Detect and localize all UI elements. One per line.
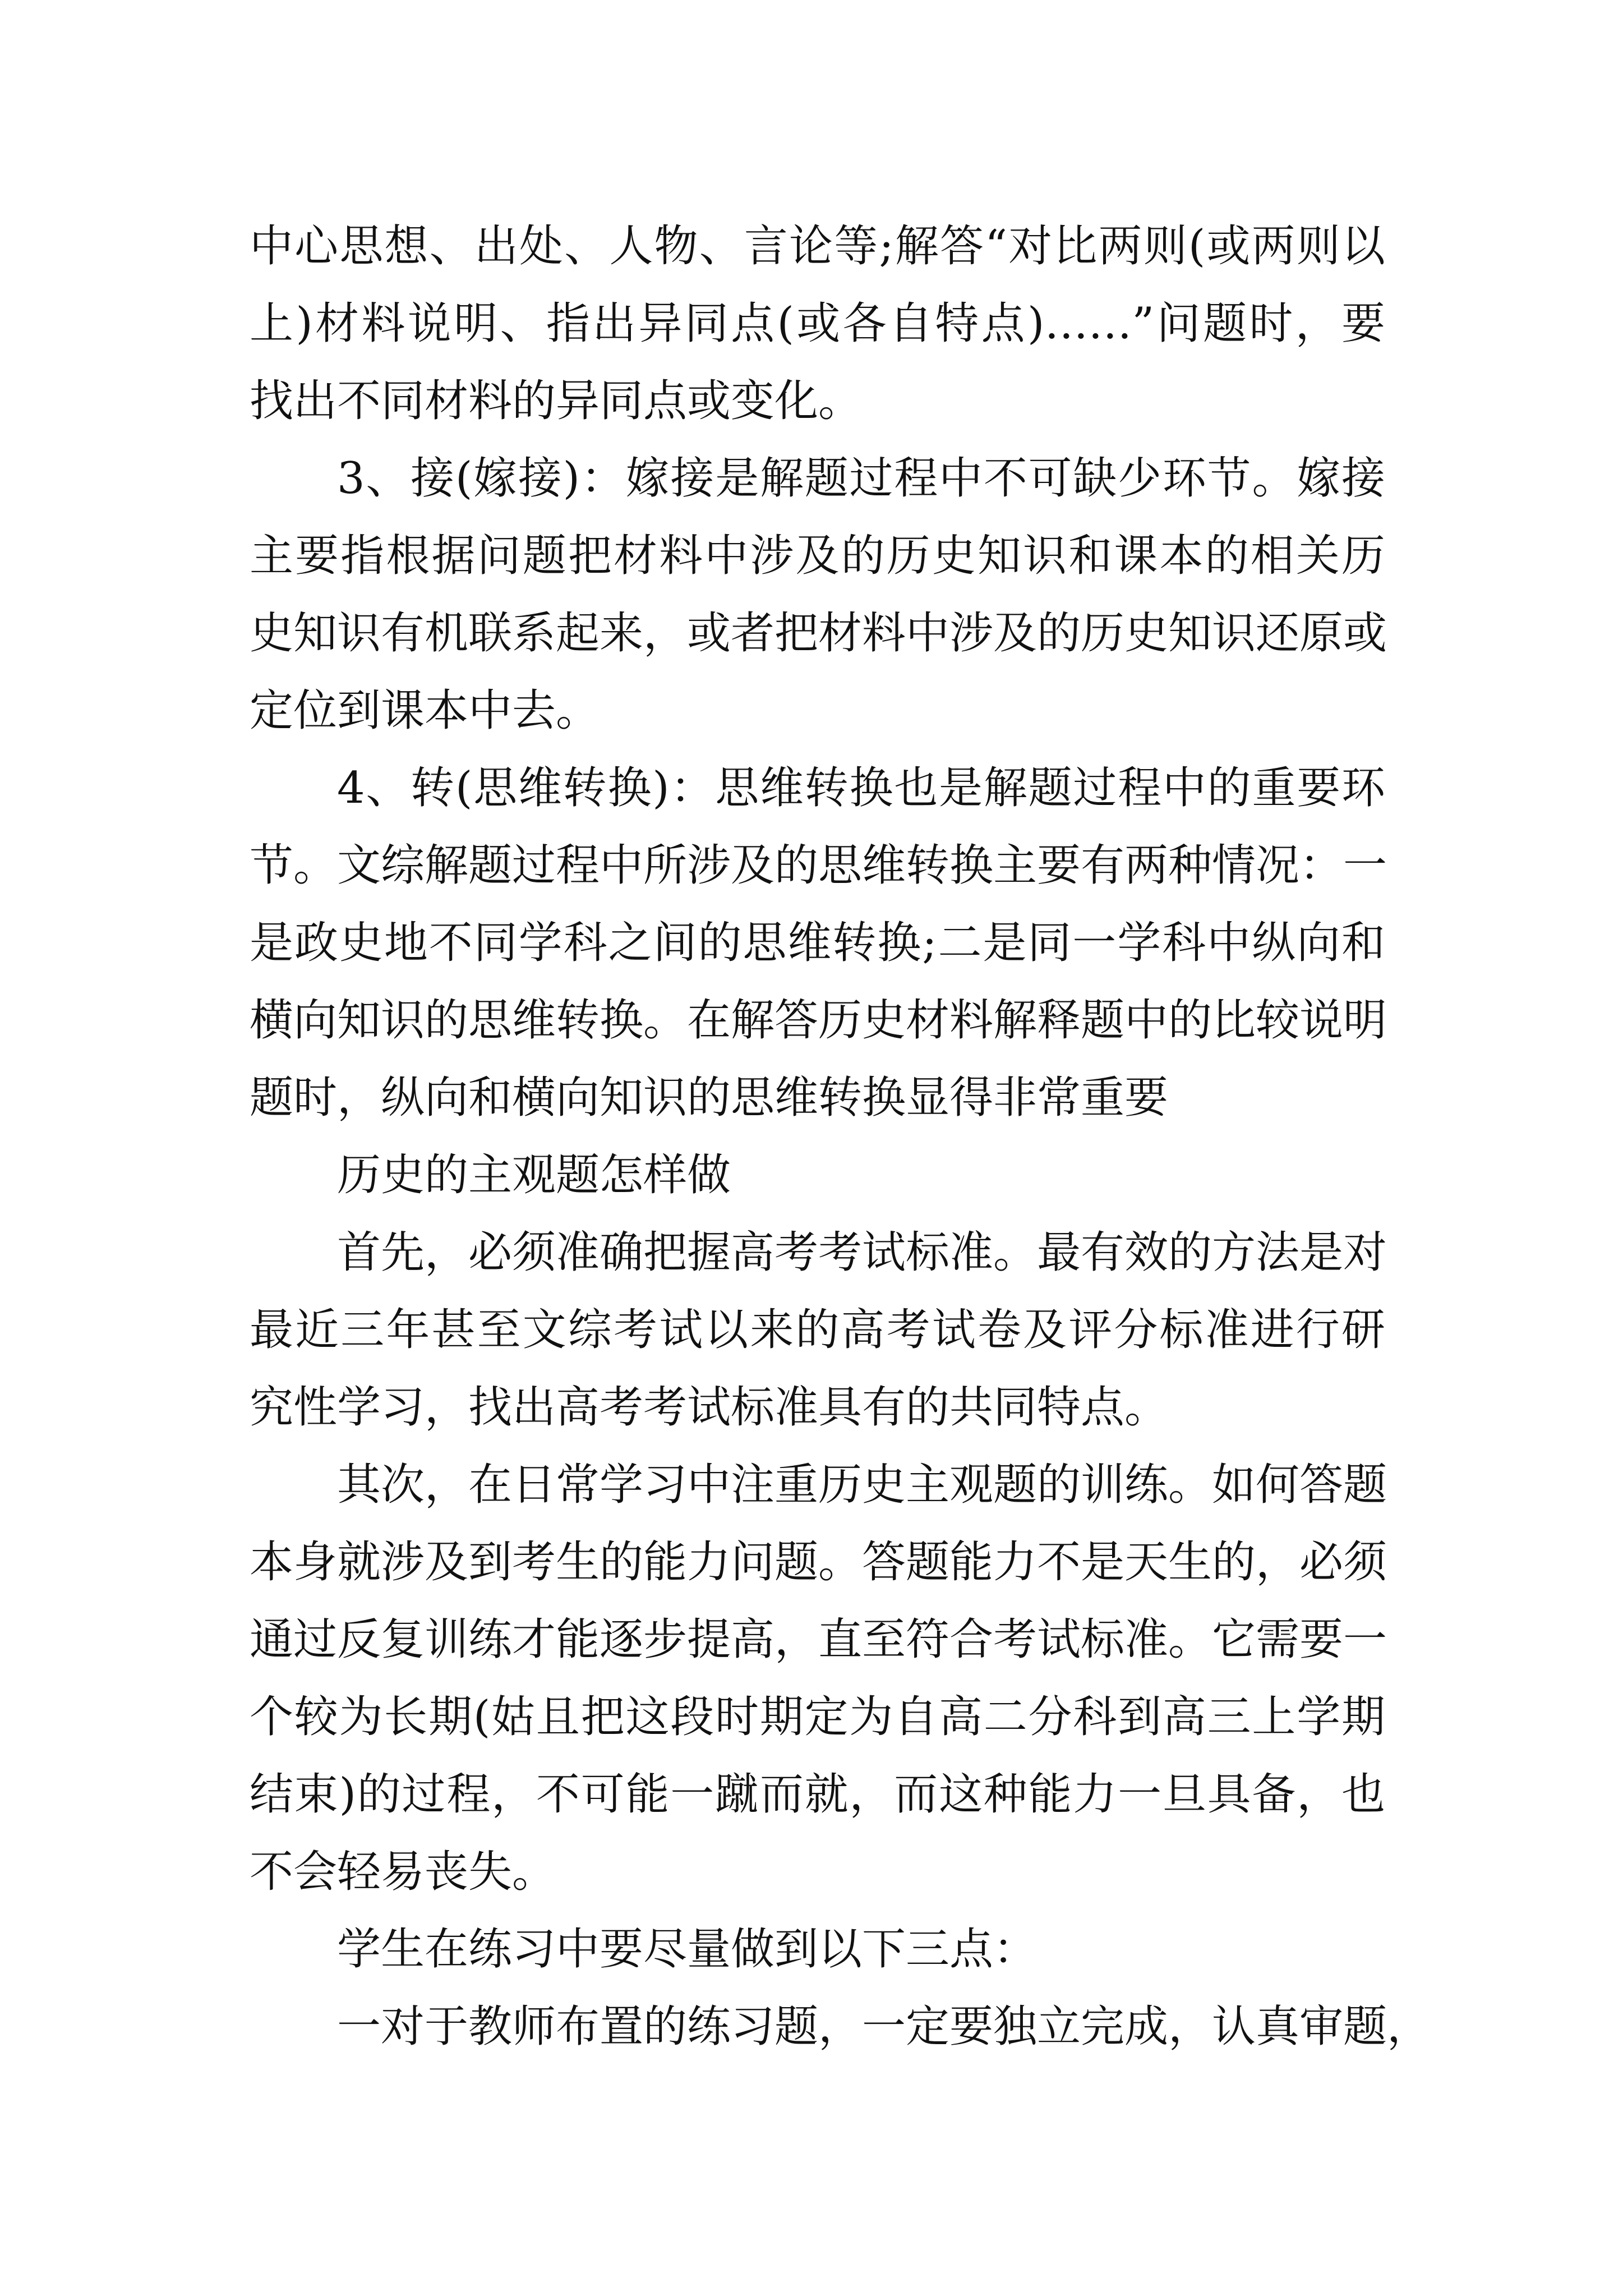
text-line: 找出不同材料的异同点或变化。 <box>250 376 863 426</box>
text-line: 个较为长期(姑且把这段时期定为自高二分科到高三上学期 <box>250 1692 1385 1742</box>
text-line: 学生在练习中要尽量做到以下三点： <box>337 1924 1038 1975</box>
text-line: 题时，纵向和横向知识的思维转换显得非常重要 <box>250 1073 1169 1123</box>
text-line: 其次，在日常学习中注重历史主观题的训练。如何答题 <box>337 1460 1387 1510</box>
text-line: 节。文综解题过程中所涉及的思维转换主要有两种情况：一 <box>250 840 1387 891</box>
text-line: 横向知识的思维转换。在解答历史材料解释题中的比较说明 <box>250 995 1387 1046</box>
text-line: 主要指根据问题把材料中涉及的历史知识和课本的相关历 <box>250 531 1385 581</box>
text-line: 中心思想、出处、人物、言论等;解答“对比两则(或两则以 <box>250 221 1385 272</box>
text-line: 定位到课本中去。 <box>250 685 600 736</box>
text-line: 一对于教师布置的练习题，一定要独立完成，认真审题， <box>337 2001 1431 2052</box>
text-line: 3、接(嫁接)：嫁接是解题过程中不可缺少环节。嫁接 <box>337 453 1385 504</box>
text-line: 上)材料说明、指出异同点(或各自特点)……”问题时，要 <box>250 298 1385 349</box>
text-line: 结束)的过程，不可能一蹴而就，而这种能力一旦具备，也 <box>250 1769 1385 1820</box>
text-line: 不会轻易丧失。 <box>250 1847 556 1897</box>
text-line: 是政史地不同学科之间的思维转换;二是同一学科中纵向和 <box>250 918 1385 968</box>
section-heading: 历史的主观题怎样做 <box>337 1150 731 1200</box>
text-line: 通过反复训练才能逐步提高，直至符合考试标准。它需要一 <box>250 1614 1387 1665</box>
text-line: 史知识有机联系起来，或者把材料中涉及的历史知识还原或 <box>250 608 1387 659</box>
text-line: 首先，必须准确把握高考考试标准。最有效的方法是对 <box>337 1227 1387 1278</box>
text-line: 究性学习，找出高考考试标准具有的共同特点。 <box>250 1382 1169 1433</box>
text-line: 4、转(思维转换)：思维转换也是解题过程中的重要环 <box>337 763 1385 813</box>
text-line: 本身就涉及到考生的能力问题。答题能力不是天生的，必须 <box>250 1537 1387 1588</box>
text-line: 最近三年甚至文综考试以来的高考试卷及评分标准进行研 <box>250 1305 1385 1355</box>
document-body <box>250 208 1431 2065</box>
